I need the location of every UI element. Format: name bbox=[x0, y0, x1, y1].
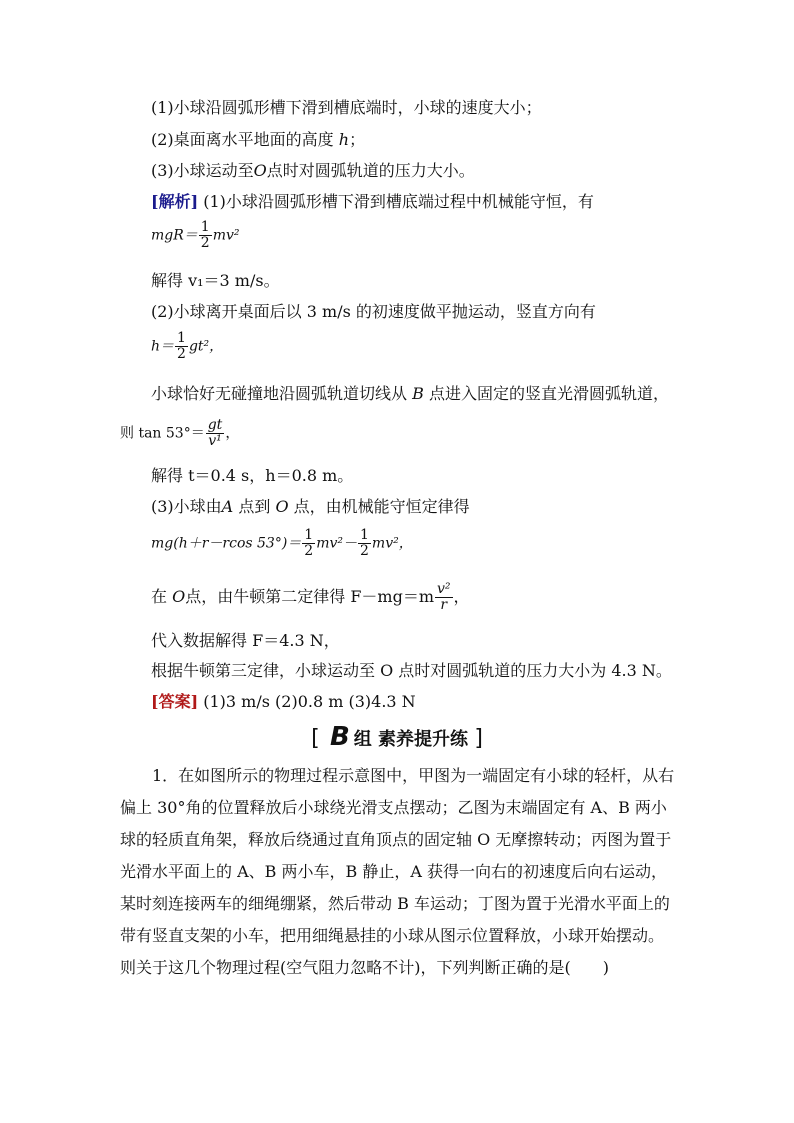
eq2-num: 1 bbox=[177, 330, 186, 346]
eq2-fraction bbox=[175, 331, 188, 362]
heading-right-bracket: ] bbox=[474, 726, 483, 751]
equation-4 bbox=[151, 528, 413, 559]
s7-suffix: ， bbox=[453, 587, 470, 606]
eq3-right: ， bbox=[225, 425, 240, 442]
question-1: (1)小球沿圆弧形槽下滑到槽底端时，小球的速度大小； bbox=[151, 98, 542, 117]
eq1-den: 2 bbox=[200, 235, 210, 251]
question-2 bbox=[151, 130, 365, 150]
answer-tag: [答案] bbox=[151, 692, 199, 711]
q2-prefix: (2)桌面离水平地面的高度 bbox=[151, 130, 334, 149]
s7-num: v² bbox=[437, 581, 451, 597]
answer-text: (1)3 m/s (2)0.8 m (3)4.3 N bbox=[198, 692, 416, 711]
s7-var: O bbox=[172, 587, 186, 606]
s7-prefix: 在 bbox=[151, 587, 168, 606]
solution-text-1: (1)小球沿圆弧形槽下滑到槽底端过程中机械能守恒，有 bbox=[198, 192, 594, 211]
eq4-den2: 2 bbox=[360, 543, 369, 559]
eq4-fraction-1 bbox=[302, 528, 315, 559]
eq3-den: v¹ bbox=[208, 433, 222, 449]
eq3-fraction bbox=[206, 418, 225, 449]
s6-var2: O bbox=[275, 497, 289, 516]
eq2-left: h＝ bbox=[151, 338, 175, 355]
eq1-fraction bbox=[199, 220, 212, 251]
eq4-fraction-2 bbox=[358, 528, 371, 559]
equation-3 bbox=[120, 418, 239, 449]
eq4-den1: 2 bbox=[304, 543, 314, 559]
s6-mid: 点到 bbox=[238, 497, 271, 516]
answer-line bbox=[151, 692, 416, 712]
eq4-left: mg(h＋r－rcos 53°)＝ bbox=[151, 535, 302, 552]
equation-2 bbox=[151, 331, 223, 362]
s7-den: r bbox=[440, 597, 448, 613]
eq4-mid: mv²－ bbox=[316, 535, 357, 552]
s7-mid: 点，由牛顿第二定律得 F－mg＝m bbox=[185, 587, 435, 606]
eq1-right: mv² bbox=[212, 227, 240, 244]
solution-line-8: 代入数据解得 F＝4.3 N， bbox=[151, 631, 340, 650]
q3-suffix: 点时对圆弧轨道的压力大小。 bbox=[266, 161, 475, 180]
eq4-num1: 1 bbox=[304, 527, 314, 543]
question-3 bbox=[151, 161, 475, 181]
eq2-den: 2 bbox=[177, 346, 186, 362]
eq4-num2: 1 bbox=[360, 527, 369, 543]
equation-1 bbox=[151, 220, 240, 251]
solution-line-5: 解得 t＝0.4 s，h＝0.8 m。 bbox=[151, 466, 354, 485]
s6-prefix: (3)小球由 bbox=[151, 497, 222, 516]
solution-line-6 bbox=[151, 497, 470, 517]
s4-prefix: 小球恰好无碰撞地沿圆弧轨道切线从 bbox=[151, 384, 408, 403]
s7-fraction bbox=[435, 582, 453, 613]
eq3-num: gt bbox=[207, 417, 223, 433]
q3-prefix: (3)小球运动至 bbox=[151, 161, 254, 180]
solution-line-9: 根据牛顿第三定律，小球运动至 O 点时对圆弧轨道的压力大小为 4.3 N。 bbox=[151, 661, 672, 680]
solution-line-2: 解得 v₁＝3 m/s。 bbox=[151, 271, 280, 290]
section-heading bbox=[0, 722, 794, 752]
s4-suffix: 点进入固定的竖直光滑圆弧轨道， bbox=[428, 384, 669, 403]
eq1-num: 1 bbox=[200, 219, 210, 235]
problem-1: 1．在如图所示的物理过程示意图中，甲图为一端固定有小球的轻杆，从右偏上 30°角的位置释放后小球绕光滑支点摆动；乙图为末端固定有 A、B 两小球的轻质直角架，释放后绕通过直角顶点的固定轴 O 无摩擦转动；丙图为置于光滑水平面上的 A、B 两小车，B 静止，A 获得一向右的初速度后向右运动，某时刻连接两车的细绳绷紧，然后带动 B 车运动；丁图为置于光滑水平面上的带有竖直支架的小车，把用细绳悬挂的小球从图示位置释放，小球开始摆动。则关于这几个物理过程(空气阻力忽略不计)，下列判断正确的是( ) bbox=[120, 766, 675, 977]
eq2-right: gt²， bbox=[188, 338, 224, 355]
heading-title: 组 素养提升练 bbox=[353, 729, 469, 750]
solution-line-4 bbox=[151, 384, 669, 404]
s6-var1: A bbox=[221, 497, 234, 516]
eq1-left: mgR＝ bbox=[151, 227, 198, 244]
eq3-left: 则 tan 53°＝ bbox=[120, 425, 205, 442]
q2-suffix: ； bbox=[349, 130, 366, 149]
analysis-tag: [解析] bbox=[151, 192, 199, 211]
q2-var: h bbox=[338, 130, 350, 149]
solution-line-1 bbox=[151, 192, 594, 212]
heading-left-bracket: [ bbox=[311, 726, 320, 751]
s4-var: B bbox=[412, 384, 424, 403]
q3-var: O bbox=[253, 161, 267, 180]
eq4-right: mv²， bbox=[371, 535, 413, 552]
solution-line-7 bbox=[151, 582, 470, 613]
heading-letter: B bbox=[329, 722, 350, 752]
solution-line-3: (2)小球离开桌面后以 3 m/s 的初速度做平抛运动，竖直方向有 bbox=[151, 302, 596, 321]
s6-suffix: 点，由机械能守恒定律得 bbox=[293, 497, 470, 516]
